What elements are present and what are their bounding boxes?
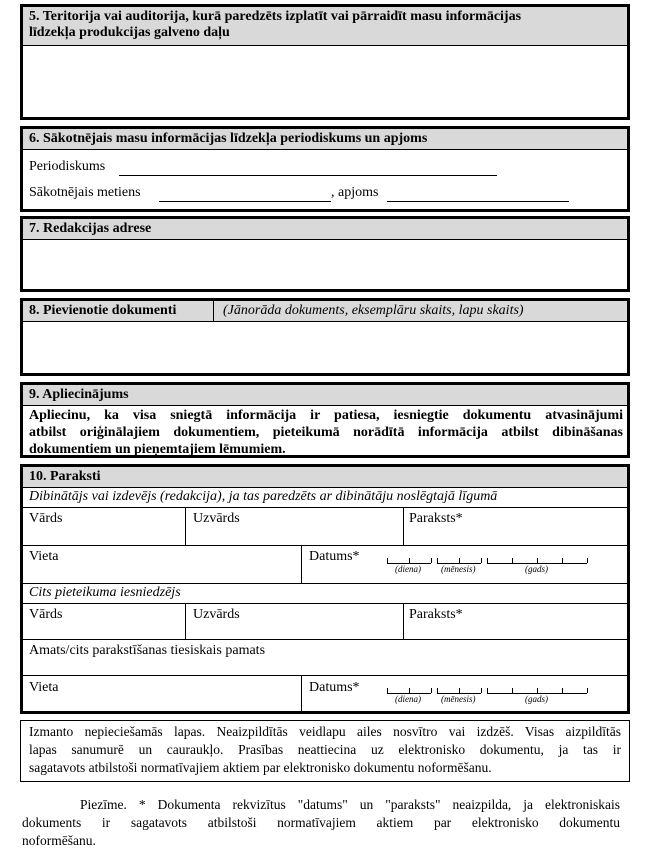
initial-run-label: Sākotnējais metiens — [29, 185, 141, 200]
founder-month-caption: (mēnesis) — [441, 564, 476, 574]
footnote — [22, 796, 620, 850]
section-7-header: 7. Redakcijas adrese — [23, 219, 627, 240]
other-date-label: Datums* — [309, 680, 360, 695]
other-surname-label: Uzvārds — [193, 607, 240, 622]
section-5 — [20, 4, 630, 120]
founder-place-label: Vieta — [29, 549, 59, 564]
founder-heading: Dibinātājs vai izdevējs (redakcija), ja tas paredzēts ar dibinātāju noslēgtajā līgumā — [29, 489, 498, 504]
instructions-line2: lapas sanumurē un cauraukļo. Prasības neattiecina uz elektronisko dokumentu, ja tas ir — [29, 742, 621, 757]
section-6 — [20, 126, 630, 212]
section-7 — [20, 216, 630, 292]
documents-field[interactable] — [23, 323, 627, 373]
section-5-title-line1: 5. Teritorija vai auditorija, kurā paredzēts izplatīt vai pārraidīt masu informācijas — [29, 9, 522, 24]
instructions-line3: sagatavots atbilstoši normatīvajiem aktiem par elektronisko dokumentu noformēšanu. — [29, 760, 492, 775]
founder-name-label: Vārds — [29, 511, 63, 526]
initial-run-field[interactable] — [159, 201, 331, 202]
founder-surname-label: Uzvārds — [193, 511, 240, 526]
other-month-caption: (mēnesis) — [441, 694, 476, 704]
section-8-header — [23, 301, 627, 322]
other-year-caption: (gads) — [525, 694, 548, 704]
territory-field[interactable] — [23, 47, 627, 117]
section-5-header — [23, 7, 627, 46]
volume-label: , apjoms — [331, 185, 379, 200]
certification-line1: Apliecinu, ka visa sniegtā informācija ir patiesa, iesniegtie dokumentu atvasinājumi — [29, 408, 623, 423]
instructions-box — [20, 720, 630, 782]
other-date-field[interactable] — [387, 683, 597, 707]
other-submitter-heading: Cits pieteikuma iesniedzējs — [29, 585, 181, 600]
periodicity-label: Periodiskums — [29, 159, 106, 174]
certification-line3: dokumentiem un pieņemtajiem lēmumiem. — [29, 442, 286, 457]
section-9 — [20, 382, 630, 458]
section-6-header: 6. Sākotnējais masu informācijas līdzekļa periodiskums un apjoms — [23, 129, 627, 150]
instructions-line1: Izmanto nepieciešamās lapas. Neaizpildītās veidlapu ailes nosvītro vai izdzēš. Visas aizpildītās — [29, 724, 621, 739]
section-8-note: (Jānorāda dokuments, eksemplāru skaits, lapu skaits) — [223, 303, 524, 318]
position-label: Amats/cits parakstīšanas tiesiskais pamats — [29, 643, 266, 658]
founder-signature-label: Paraksts* — [409, 511, 463, 526]
other-day-caption: (diena) — [395, 694, 421, 704]
other-signature-label: Paraksts* — [409, 607, 463, 622]
section-9-header: 9. Apliecinājums — [23, 385, 627, 406]
section-10 — [20, 464, 630, 714]
other-name-label: Vārds — [29, 607, 63, 622]
periodicity-field[interactable] — [119, 175, 497, 176]
address-field[interactable] — [23, 241, 627, 289]
section-8 — [20, 298, 630, 376]
founder-date-label: Datums* — [309, 549, 360, 564]
section-8-title: 8. Pievienotie dokumenti — [29, 303, 177, 318]
section-10-header: 10. Paraksti — [23, 467, 627, 488]
volume-field[interactable] — [387, 201, 569, 202]
footnote-line1: Piezīme. * Dokumenta rekvizītus "datums" un "paraksts" neaizpilda, ja elektroniskais — [80, 797, 620, 812]
section-5-title-line2: līdzekļa produkcijas galveno daļu — [29, 25, 230, 40]
founder-year-caption: (gads) — [525, 564, 548, 574]
footnote-line2: dokuments ir sagatavots atbilstoši normatīvajiem aktiem par elektronisko dokumentu — [22, 815, 620, 830]
other-place-label: Vieta — [29, 680, 59, 695]
certification-line2: atbilst oriģinālajiem dokumentiem, pieteikumā norādītā informācija atbilst dibināšanas — [29, 425, 623, 440]
footnote-line3: noformēšanu. — [22, 833, 96, 848]
founder-date-field[interactable] — [387, 553, 597, 577]
founder-day-caption: (diena) — [395, 564, 421, 574]
